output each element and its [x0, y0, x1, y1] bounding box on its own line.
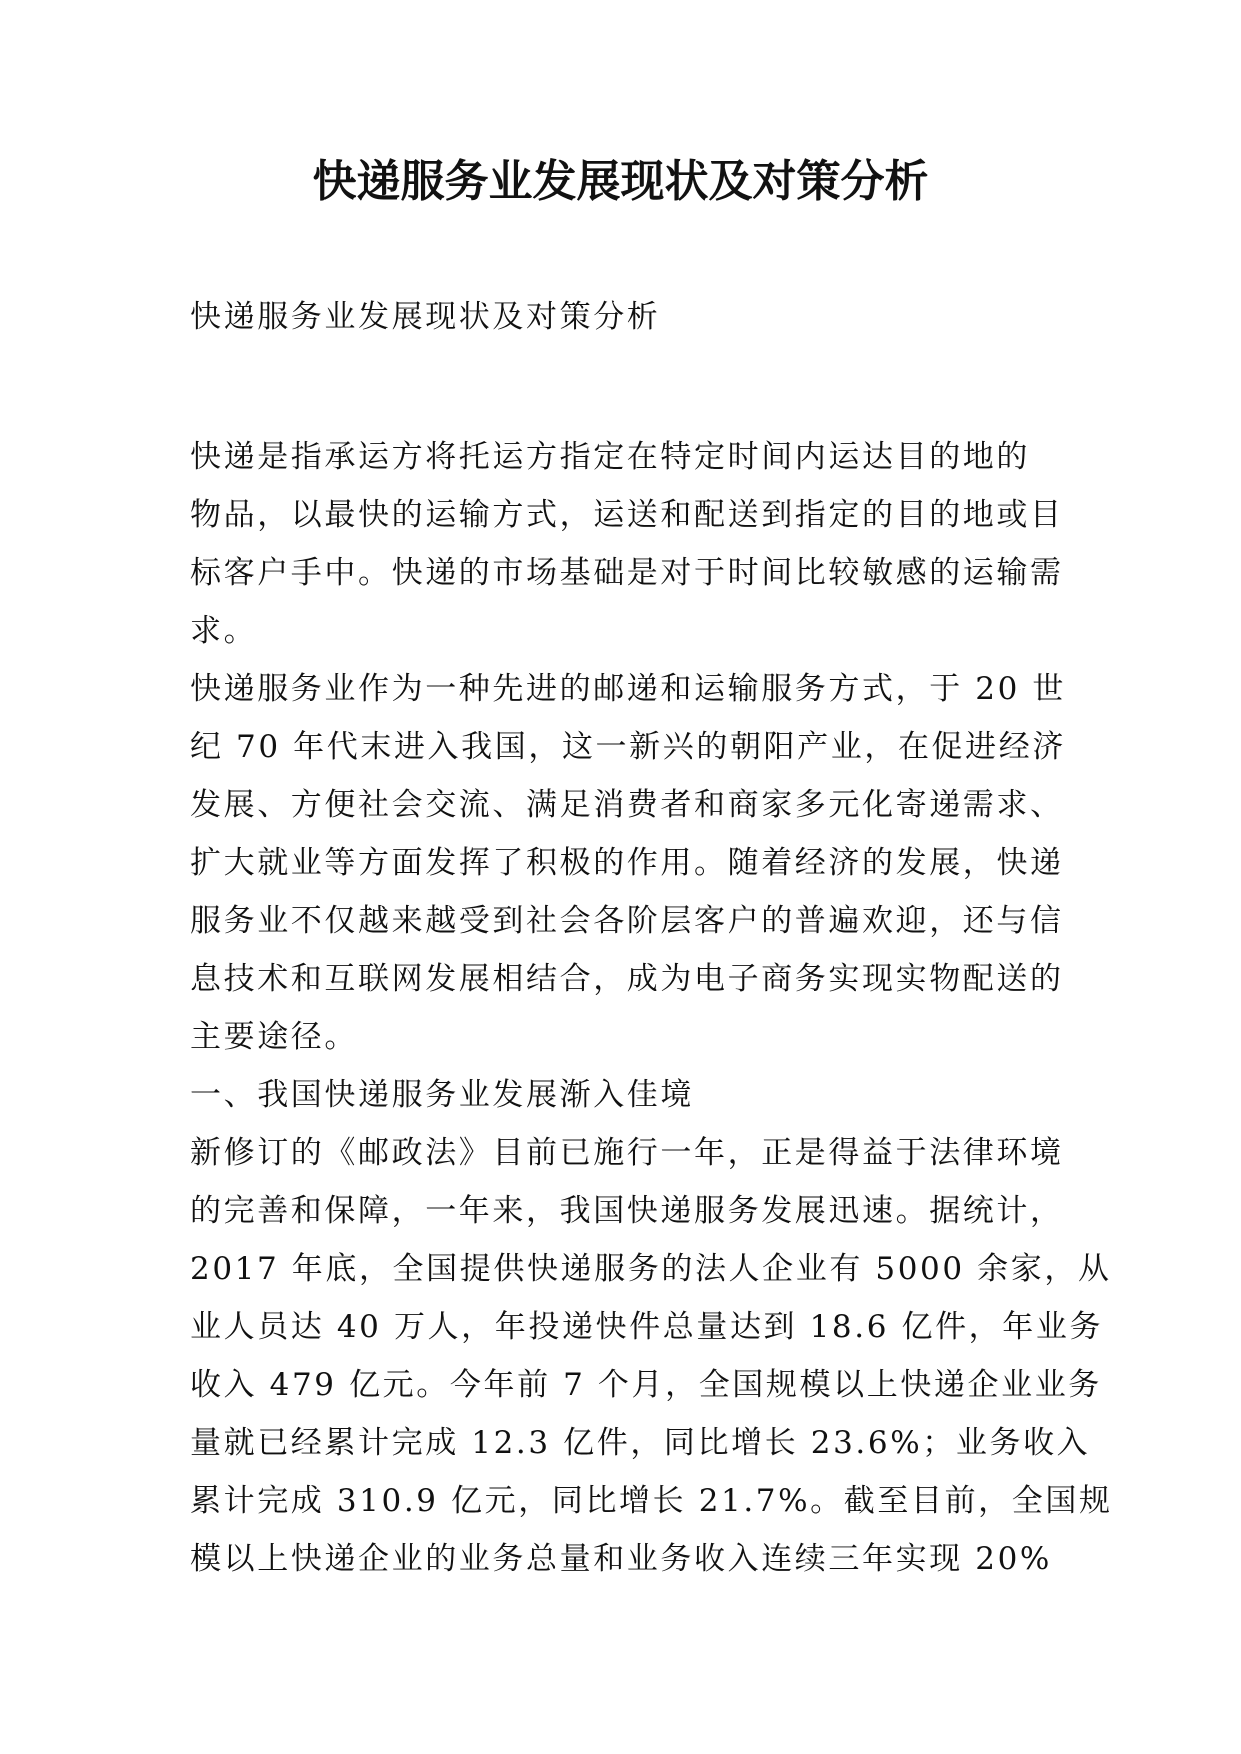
- text-line: 2017 年底，全国提供快递服务的法人企业有 5000 余家，从: [190, 1251, 1112, 1287]
- text-line: 主要途径。: [190, 1019, 358, 1055]
- text-line: 新修订的《邮政法》目前已施行一年，正是得益于法律环境: [190, 1135, 1064, 1171]
- text-line: 的完善和保障，一年来，我国快递服务发展迅速。据统计，: [190, 1193, 1064, 1229]
- text-line: 快递是指承运方将托运方指定在特定时间内运达目的地的: [190, 439, 1030, 475]
- text-line: 服务业不仅越来越受到社会各阶层客户的普遍欢迎，还与信: [190, 903, 1064, 939]
- text-line: 发展、方便社会交流、满足消费者和商家多元化寄递需求、: [190, 787, 1064, 823]
- text-line: 纪 70 年代末进入我国，这一新兴的朝阳产业，在促进经济: [190, 729, 1066, 765]
- text-line: 累计完成 310.9 亿元，同比增长 21.7%。截至目前，全国规: [190, 1483, 1113, 1519]
- paragraph-intro: [190, 428, 1090, 660]
- text-line: 物品，以最快的运输方式，运送和配送到指定的目的地或目: [190, 497, 1064, 533]
- text-line: 求。: [190, 613, 258, 649]
- text-line: 业人员达 40 万人，年投递快件总量达到 18.6 亿件，年业务: [190, 1309, 1104, 1345]
- text-line: 快递服务业作为一种先进的邮递和运输服务方式，于 20 世: [190, 671, 1066, 707]
- subtitle: 快递服务业发展现状及对策分析: [190, 299, 661, 335]
- document-title: 快递服务业发展现状及对策分析: [312, 156, 929, 207]
- text-line: 标客户手中。快递的市场基础是对于时间比较敏感的运输需: [190, 555, 1064, 591]
- text-line: 模以上快递企业的业务总量和业务收入连续三年实现 20%: [190, 1541, 1052, 1577]
- text-line: 量就已经累计完成 12.3 亿件，同比增长 23.6%；业务收入: [190, 1425, 1091, 1461]
- spacer: [190, 346, 1090, 428]
- document-body: [190, 288, 1113, 1588]
- section-heading: 一、我国快递服务业发展渐入佳境: [190, 1077, 694, 1113]
- text-line: 息技术和互联网发展相结合，成为电子商务实现实物配送的: [190, 961, 1064, 997]
- text-line: 收入 479 亿元。今年前 7 个月，全国规模以上快递企业业务: [190, 1367, 1102, 1403]
- text-line: 扩大就业等方面发挥了积极的作用。随着经济的发展，快递: [190, 845, 1064, 881]
- paragraph-background: [190, 660, 1090, 1066]
- paragraph-statistics: [190, 1124, 1113, 1588]
